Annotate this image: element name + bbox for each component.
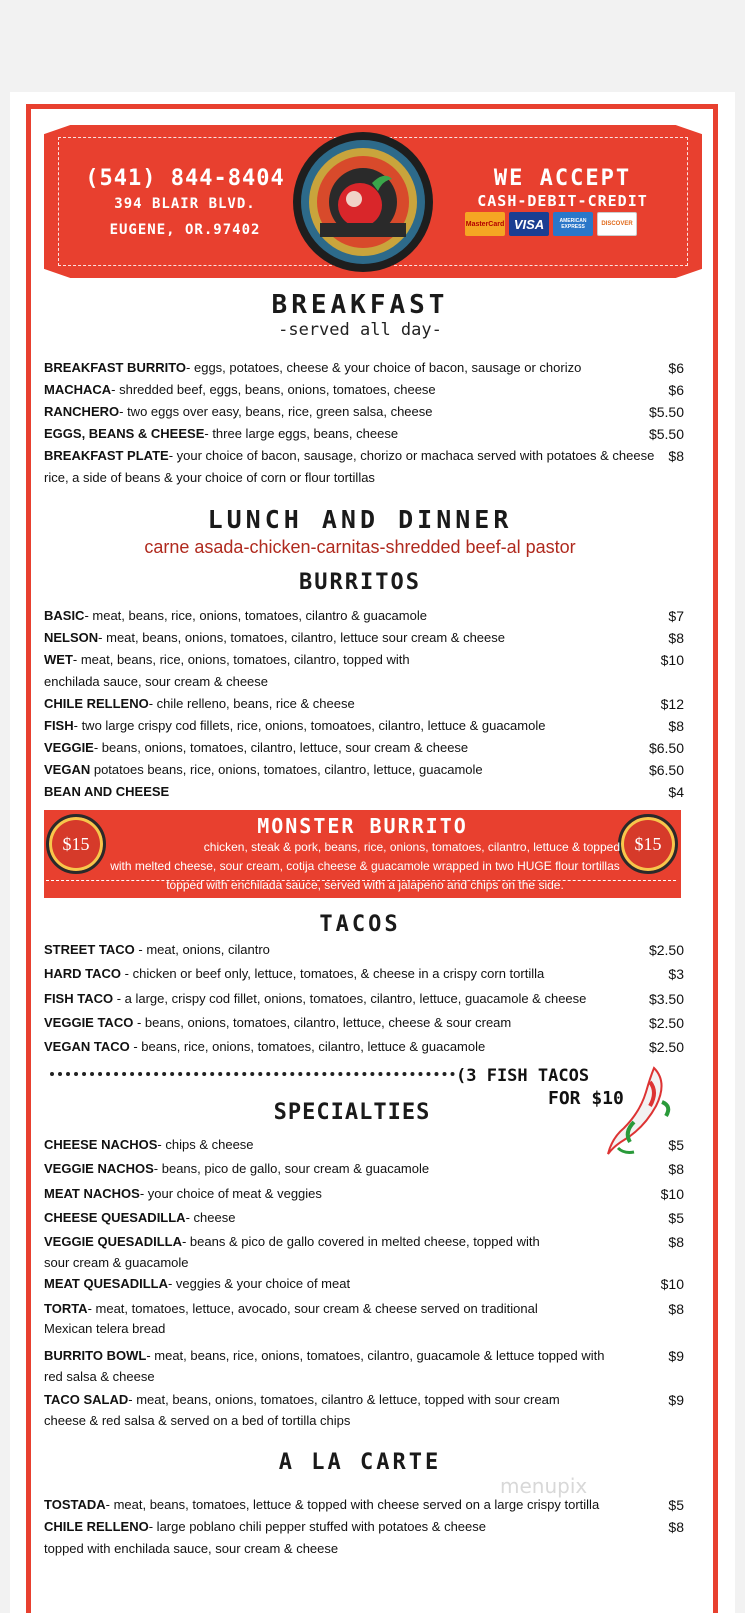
breakfast-heading: BREAKFAST	[271, 290, 449, 320]
menu-item: BURRITO BOWL- meat, beans, rice, onions, tomatoes, cilantro, guacamole & lettuce topped with $9	[44, 1348, 684, 1364]
menu-item: VEGAN TACO - beans, rice, onions, tomatoes, cilantro, lettuce & guacamole $2.50	[44, 1039, 684, 1055]
menu-item: CHILE RELLENO- large poblano chili pepper stuffed with potatoes & cheese $8	[44, 1519, 684, 1535]
price-badge-left: $15	[46, 814, 106, 874]
menu-item: MACHACA- shredded beef, eggs, beans, onions, tomatoes, cheese $6	[44, 382, 684, 398]
menu-item: CHEESE NACHOS- chips & cheese $5	[44, 1137, 684, 1153]
card-logos	[465, 212, 665, 238]
a-la-carte-heading: A LA CARTE	[278, 1450, 442, 1475]
menu-item: FISH- two large crispy cod fillets, rice, onions, tomoatoes, cilantro, lettuce & guacamole $8	[44, 718, 684, 734]
visa-icon: VISA	[509, 212, 549, 236]
menu-item: MEAT QUESADILLA- veggies & your choice of meat $10	[44, 1276, 684, 1292]
menu-item: BREAKFAST BURRITO- eggs, potatoes, cheese & your choice of bacon, sausage or chorizo $6	[44, 360, 684, 376]
menu-item: TORTA- meat, tomatoes, lettuce, avocado, sour cream & cheese served on traditional $8	[44, 1301, 684, 1317]
fish-taco-deal-line1: (3 FISH TACOS	[456, 1066, 590, 1086]
meat-options: carne asada-chicken-carnitas-shredded beef-al pastor	[144, 537, 576, 557]
monster-desc-line2: with melted cheese, sour cream, cotija cheese & guacamole wrapped in two HUGE flour tortillas	[110, 859, 620, 873]
lunch-dinner-heading: LUNCH AND DINNER	[207, 505, 513, 534]
menu-item: TOSTADA- meat, beans, tomatoes, lettuce & topped with cheese served on a large crispy tortilla $5	[44, 1497, 684, 1513]
accept-title: WE ACCEPT	[493, 166, 632, 191]
menu-item: VEGGIE TACO - beans, onions, tomatoes, cilantro, lettuce, cheese & sour cream $2.50	[44, 1015, 684, 1031]
menu-item: TACO SALAD- meat, beans, onions, tomatoes, cilantro & lettuce, topped with sour cream $9	[44, 1392, 684, 1408]
menu-item: VEGAN potatoes beans, rice, onions, tomatoes, cilantro, lettuce, guacamole $6.50	[44, 762, 684, 778]
phone-number: (541) 844-8404	[85, 166, 285, 191]
menu-item-continuation: sour cream & guacamole	[44, 1255, 189, 1270]
menu-item: VEGGIE QUESADILLA- beans & pico de gallo covered in melted cheese, topped with $8	[44, 1234, 684, 1250]
menu-item: BREAKFAST PLATE- your choice of bacon, sausage, chorizo or machaca served with potatoes & cheese $8	[44, 448, 684, 464]
menu-item: BEAN AND CHEESE $4	[44, 784, 684, 800]
menu-item-continuation: Mexican telera bread	[44, 1321, 166, 1336]
breakfast-subheading: -served all day-	[278, 320, 442, 340]
menu-item: WET- meat, beans, rice, onions, tomatoes, cilantro, topped with $10	[44, 652, 684, 668]
menu-item: BASIC- meat, beans, rice, onions, tomatoes, cilantro & guacamole $7	[44, 608, 684, 624]
tacos-heading: TACOS	[319, 912, 401, 937]
dotted-divider	[50, 1072, 455, 1076]
menu-item: MEAT NACHOS- your choice of meat & veggies $10	[44, 1186, 684, 1202]
address-city: EUGENE, OR.97402	[109, 222, 261, 238]
accept-methods: CASH-DEBIT-CREDIT	[477, 192, 648, 210]
price-badge-right: $15	[618, 814, 678, 874]
amex-icon: AMERICAN EXPRESS	[553, 212, 593, 236]
menu-item: CHEESE QUESADILLA- cheese $5	[44, 1210, 684, 1226]
menu-item: CHILE RELLENO- chile relleno, beans, rice & cheese $12	[44, 696, 684, 712]
menu-item-continuation: enchilada sauce, sour cream & cheese	[44, 674, 269, 689]
burritos-heading: BURRITOS	[299, 570, 421, 595]
watermark: menupix	[500, 1474, 588, 1498]
menu-item-continuation: red salsa & cheese	[44, 1369, 155, 1384]
discover-icon: DISCOVER	[597, 212, 637, 236]
menu-item: EGGS, BEANS & CHEESE- three large eggs, beans, cheese $5.50	[44, 426, 684, 442]
monster-desc-line1: chicken, steak & pork, beans, rice, onions, tomatoes, cilantro, lettuce & topped	[203, 840, 620, 854]
menu-item: FISH TACO - a large, crispy cod fillet, onions, tomatoes, cilantro, lettuce, guacamole & cheese $3.50	[44, 991, 684, 1007]
specialties-heading: SPECIALTIES	[273, 1100, 431, 1125]
taqueria-logo	[292, 131, 434, 273]
address-street: 394 BLAIR BLVD.	[114, 196, 256, 212]
menu-item: RANCHERO- two eggs over easy, beans, rice, green salsa, cheese $5.50	[44, 404, 684, 420]
monster-burrito-title: MONSTER BURRITO	[257, 814, 468, 838]
mastercard-icon: MasterCard	[465, 212, 505, 236]
menu-item-continuation: rice, a side of beans & your choice of corn or flour tortillas	[44, 470, 375, 485]
menu-item-continuation: cheese & red salsa & served on a bed of tortilla chips	[44, 1413, 351, 1428]
monster-desc-line3: topped with enchilada sauce, served with a jalapeno and chips on the side.	[166, 878, 564, 892]
menu-item-continuation: topped with enchilada sauce, sour cream & cheese	[44, 1541, 339, 1556]
fish-taco-deal-line2: FOR $10	[548, 1088, 624, 1109]
menu-item: VEGGIE- beans, onions, tomatoes, cilantro, lettuce, sour cream & cheese $6.50	[44, 740, 684, 756]
menu-item: NELSON- meat, beans, onions, tomatoes, cilantro, lettuce sour cream & cheese $8	[44, 630, 684, 646]
menu-item: HARD TACO - chicken or beef only, lettuce, tomatoes, & cheese in a crispy corn tortilla $3	[44, 966, 684, 982]
menu-item: VEGGIE NACHOS- beans, pico de gallo, sour cream & guacamole $8	[44, 1161, 684, 1177]
menu-item: STREET TACO - meat, onions, cilantro $2.50	[44, 942, 684, 958]
